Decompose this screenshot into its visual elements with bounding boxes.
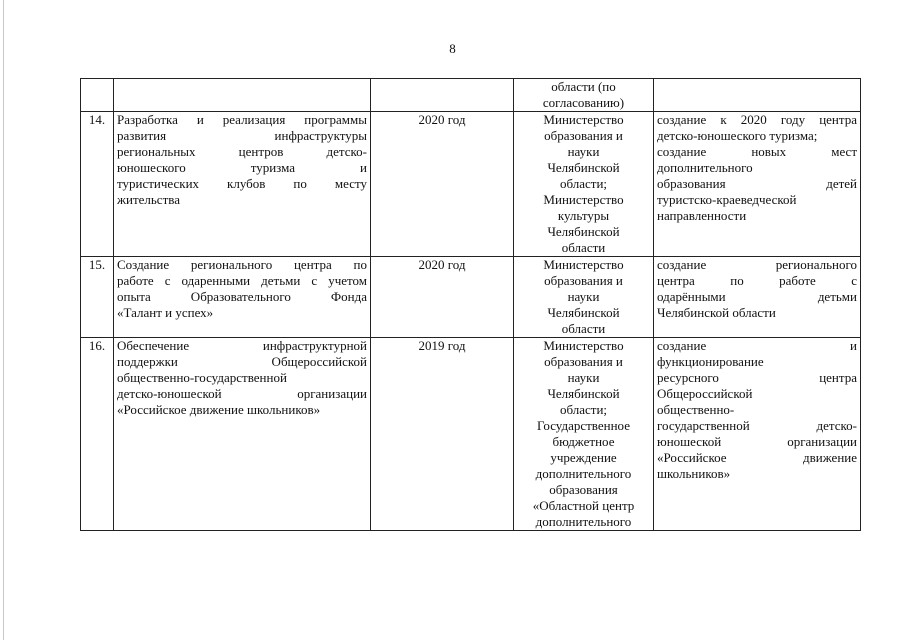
cell-activity bbox=[114, 338, 371, 531]
cell-term: 2020 год bbox=[371, 112, 514, 257]
text-line: науки bbox=[567, 370, 600, 385]
text-line: Общероссийской bbox=[657, 386, 753, 401]
text-line: туристско-краеведческой bbox=[657, 192, 797, 207]
text-line: Министерство bbox=[543, 112, 624, 127]
text-line: ресурсного центра bbox=[657, 370, 857, 385]
text-line: «Российское движение bbox=[657, 450, 857, 465]
text-line: жительства bbox=[117, 192, 180, 207]
text-line: области bbox=[561, 321, 606, 336]
text-line: поддержки Общероссийской bbox=[117, 354, 367, 369]
cell-term: 2019 год bbox=[371, 338, 514, 531]
text-line: «Талант и успех» bbox=[117, 305, 214, 320]
cell-result bbox=[654, 257, 861, 338]
text-line: культуры bbox=[557, 208, 610, 223]
text-line: школьников» bbox=[657, 466, 731, 481]
cell-result bbox=[654, 338, 861, 531]
text-line: направленности bbox=[657, 208, 747, 223]
cell-result bbox=[654, 79, 861, 112]
text-line: области; bbox=[559, 176, 608, 191]
text-line: области (по bbox=[551, 79, 616, 94]
text-line: бюджетное bbox=[552, 434, 615, 449]
table-row bbox=[81, 338, 861, 531]
text-line: юношеской организации bbox=[657, 434, 857, 449]
cell-activity bbox=[114, 257, 371, 338]
table-row bbox=[81, 112, 861, 257]
text-line: создание к 2020 году центра bbox=[657, 112, 857, 127]
text-line: Челябинской bbox=[547, 160, 620, 175]
measures-table bbox=[80, 78, 861, 531]
text-line: юношеского туризма и bbox=[117, 160, 367, 175]
text-line: детско-юношеской организации bbox=[117, 386, 367, 401]
cell-result bbox=[654, 112, 861, 257]
cell-activity bbox=[114, 112, 371, 257]
text-line: создание новых мест bbox=[657, 144, 857, 159]
text-line: общественно- bbox=[657, 402, 735, 417]
cell-activity bbox=[114, 79, 371, 112]
text-line: функционирование bbox=[657, 354, 764, 369]
text-line: детско-юношеского туризма; bbox=[657, 128, 818, 143]
text-line: образования bbox=[549, 482, 618, 497]
text-line: области; bbox=[559, 402, 608, 417]
table-row bbox=[81, 257, 861, 338]
cell-term: 2020 год bbox=[371, 257, 514, 338]
text-line: региональных центров детско- bbox=[117, 144, 367, 159]
text-line: образования детей bbox=[657, 176, 857, 191]
text-line: центра по работе с bbox=[657, 273, 857, 288]
cell-number bbox=[81, 79, 114, 112]
row-number: 14. bbox=[81, 112, 114, 257]
page-edge-line bbox=[3, 0, 4, 640]
text-line: Создание регионального центра по bbox=[117, 257, 367, 272]
text-line: туристических клубов по месту bbox=[117, 176, 367, 191]
cell-term bbox=[371, 79, 514, 112]
text-line: согласованию) bbox=[542, 95, 625, 110]
text-line: «Областной центр bbox=[532, 498, 635, 513]
text-line: дополнительного bbox=[657, 160, 753, 175]
row-number: 15. bbox=[81, 257, 114, 338]
text-line: Обеспечение инфраструктурной bbox=[117, 338, 367, 353]
page-number: 8 bbox=[449, 41, 456, 56]
text-line: Министерство bbox=[543, 257, 624, 272]
text-line: «Российское движение школьников» bbox=[117, 402, 321, 417]
text-line: Челябинской bbox=[547, 386, 620, 401]
text-line: области bbox=[561, 240, 606, 255]
text-line: Челябинской области bbox=[657, 305, 776, 320]
text-line: образования и bbox=[544, 128, 623, 143]
text-line: Челябинской bbox=[547, 305, 620, 320]
text-line: опыта Образовательного Фонда bbox=[117, 289, 367, 304]
text-line: общественно-государственной bbox=[117, 370, 287, 385]
text-line: образования и bbox=[544, 354, 623, 369]
text-line: Министерство bbox=[543, 192, 624, 207]
text-line: государственной детско- bbox=[657, 418, 857, 433]
cell-responsible bbox=[514, 79, 654, 112]
text-line: дополнительного bbox=[535, 466, 632, 481]
text-line: развития инфраструктуры bbox=[117, 128, 367, 143]
text-line: работе с одаренными детьми с учетом bbox=[117, 273, 367, 288]
text-line: науки bbox=[567, 289, 600, 304]
cell-responsible bbox=[514, 112, 654, 257]
cell-responsible bbox=[514, 257, 654, 338]
text-line: дополнительного bbox=[535, 514, 632, 529]
text-line: Министерство bbox=[543, 338, 624, 353]
text-line: образования и bbox=[544, 273, 623, 288]
text-line: создание и bbox=[657, 338, 857, 353]
text-line: Разработка и реализация программы bbox=[117, 112, 367, 127]
table-row-continuation bbox=[81, 79, 861, 112]
text-line: учреждение bbox=[550, 450, 617, 465]
text-line: науки bbox=[567, 144, 600, 159]
text-line: создание регионального bbox=[657, 257, 857, 272]
row-number: 16. bbox=[81, 338, 114, 531]
cell-responsible bbox=[514, 338, 654, 531]
text-line: Государственное bbox=[537, 418, 630, 433]
text-line: одарёнными детьми bbox=[657, 289, 857, 304]
text-line: Челябинской bbox=[547, 224, 620, 239]
